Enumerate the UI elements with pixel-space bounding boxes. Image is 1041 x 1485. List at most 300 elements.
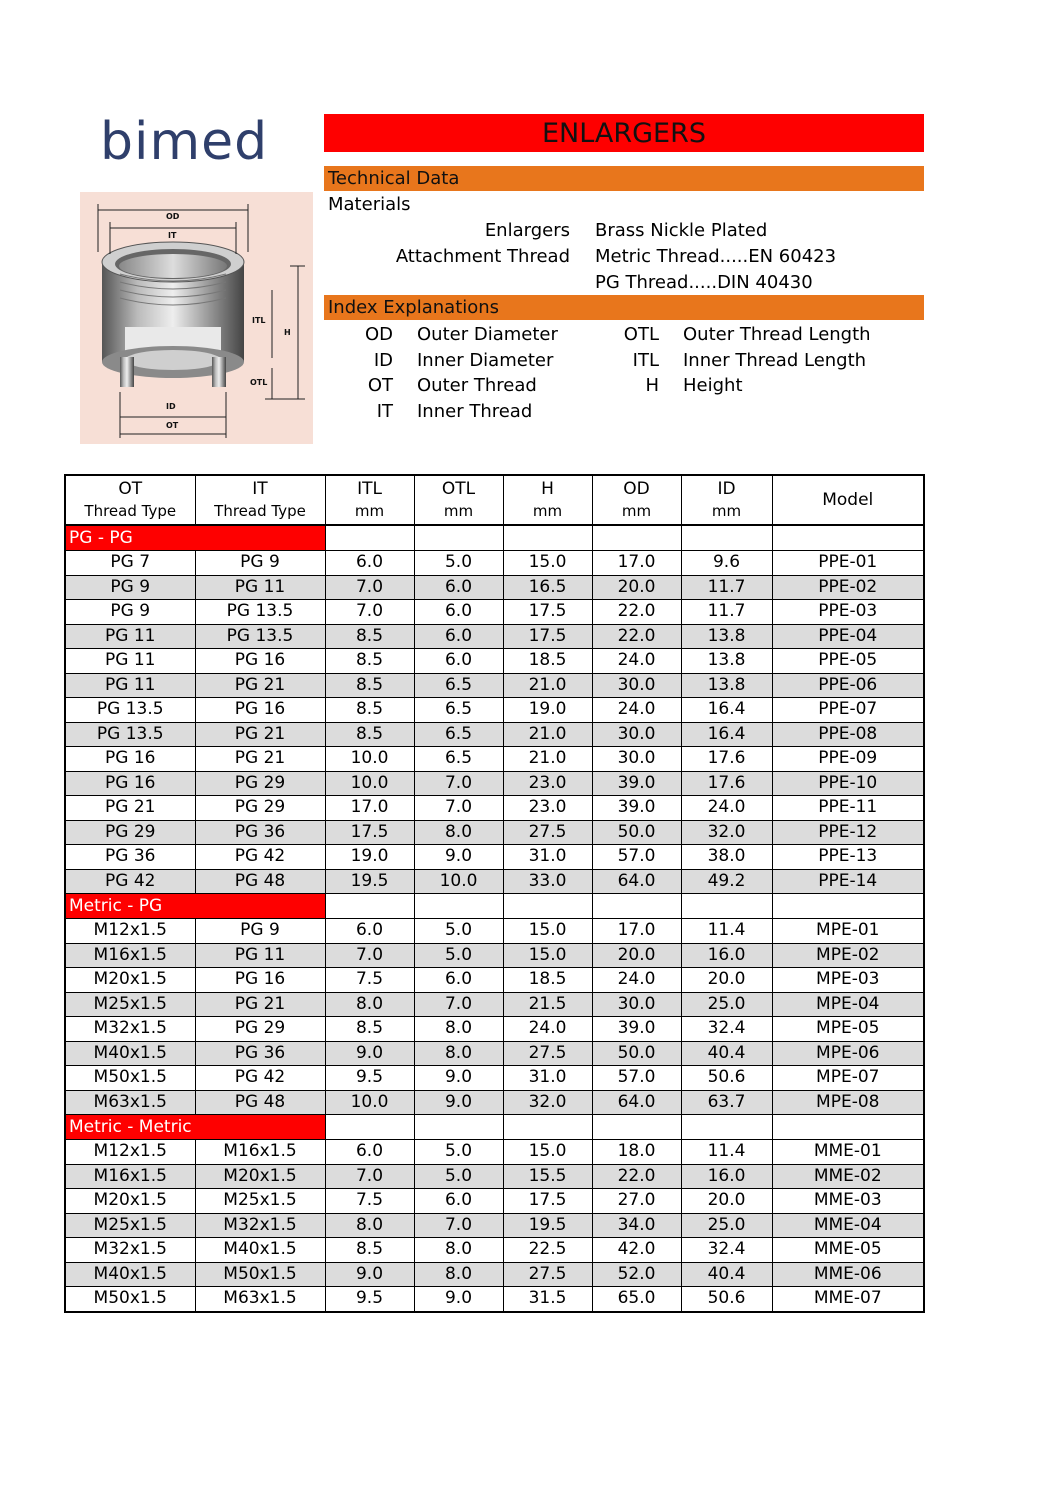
table-cell: 17.5 — [503, 624, 592, 649]
table-cell: 21.5 — [503, 992, 592, 1017]
column-header-label: ITL — [357, 479, 382, 499]
section-header-row — [65, 894, 924, 919]
index-code: ITL — [632, 350, 659, 371]
table-cell: PG 7 — [65, 551, 195, 576]
enlargers-spec-table — [64, 474, 925, 1313]
table-row — [65, 1213, 924, 1238]
table-cell: 27.5 — [503, 1262, 592, 1287]
empty-cell — [414, 525, 503, 551]
column-header-unit: Thread Type — [84, 502, 177, 520]
column-header — [772, 475, 924, 525]
column-header — [414, 475, 503, 525]
table-cell: M32x1.5 — [195, 1213, 325, 1238]
table-cell: MPE-07 — [772, 1066, 924, 1091]
table-cell: PG 21 — [195, 747, 325, 772]
table-row — [65, 1066, 924, 1091]
column-header — [681, 475, 772, 525]
table-cell: 15.0 — [503, 551, 592, 576]
table-cell: 5.0 — [414, 943, 503, 968]
table-cell: M16x1.5 — [65, 943, 195, 968]
table-row — [65, 673, 924, 698]
column-header-label: IT — [252, 479, 268, 499]
table-cell: 7.0 — [325, 600, 414, 625]
table-cell: PG 13.5 — [65, 698, 195, 723]
index-desc: Inner Thread — [417, 401, 533, 422]
table-cell: 31.0 — [503, 1066, 592, 1091]
table-cell: 49.2 — [681, 869, 772, 894]
table-cell: 13.8 — [681, 624, 772, 649]
table-cell: M40x1.5 — [195, 1238, 325, 1263]
table-cell: 6.0 — [414, 600, 503, 625]
table-cell: 27.5 — [503, 820, 592, 845]
table-row — [65, 820, 924, 845]
column-header-label: OT — [118, 479, 143, 499]
table-cell: PPE-03 — [772, 600, 924, 625]
table-cell: PG 48 — [195, 1090, 325, 1115]
empty-cell — [503, 894, 592, 919]
table-cell: 5.0 — [414, 919, 503, 944]
table-cell: 7.0 — [325, 1164, 414, 1189]
table-cell: M20x1.5 — [65, 1189, 195, 1214]
column-header — [65, 475, 195, 525]
table-cell: 25.0 — [681, 1213, 772, 1238]
table-cell: 24.0 — [503, 1017, 592, 1042]
table-cell: 22.5 — [503, 1238, 592, 1263]
table-cell: 16.5 — [503, 575, 592, 600]
material-row-label: Attachment Thread — [395, 246, 570, 267]
table-row — [65, 1041, 924, 1066]
table-cell: 17.0 — [592, 919, 681, 944]
table-cell: 15.5 — [503, 1164, 592, 1189]
table-cell: 6.0 — [325, 919, 414, 944]
table-cell: 39.0 — [592, 796, 681, 821]
table-cell: PG 42 — [195, 1066, 325, 1091]
id-label: ID — [166, 402, 176, 411]
table-cell: 27.0 — [592, 1189, 681, 1214]
table-cell: 65.0 — [592, 1287, 681, 1312]
empty-cell — [414, 1115, 503, 1140]
table-cell: 7.0 — [325, 943, 414, 968]
table-cell: 8.5 — [325, 698, 414, 723]
table-cell: 57.0 — [592, 845, 681, 870]
table-row — [65, 1140, 924, 1165]
table-cell: 20.0 — [681, 968, 772, 993]
index-explanations-heading: Index Explanations — [324, 295, 924, 320]
table-cell: 15.0 — [503, 1140, 592, 1165]
column-header — [503, 475, 592, 525]
table-row — [65, 575, 924, 600]
table-cell: M32x1.5 — [65, 1017, 195, 1042]
table-cell: 18.5 — [503, 649, 592, 674]
table-cell: M25x1.5 — [65, 992, 195, 1017]
table-cell: PG 21 — [195, 673, 325, 698]
table-cell: 21.0 — [503, 722, 592, 747]
table-cell: PPE-09 — [772, 747, 924, 772]
table-cell: PG 42 — [65, 869, 195, 894]
table-cell: PG 36 — [195, 1041, 325, 1066]
table-cell: PPE-11 — [772, 796, 924, 821]
empty-cell — [325, 1115, 414, 1140]
table-row — [65, 649, 924, 674]
od-label: OD — [166, 212, 180, 221]
empty-cell — [503, 525, 592, 551]
technical-data-heading: Technical Data — [324, 166, 924, 191]
table-cell: 19.5 — [325, 869, 414, 894]
empty-cell — [772, 894, 924, 919]
empty-cell — [681, 894, 772, 919]
table-row — [65, 747, 924, 772]
table-cell: 7.0 — [414, 796, 503, 821]
table-cell: PG 48 — [195, 869, 325, 894]
column-header-label: Model — [822, 490, 874, 510]
table-cell: 5.0 — [414, 1140, 503, 1165]
table-cell: PG 11 — [65, 624, 195, 649]
table-cell: 7.0 — [414, 1213, 503, 1238]
empty-cell — [414, 894, 503, 919]
table-cell: PPE-06 — [772, 673, 924, 698]
table-cell: MPE-01 — [772, 919, 924, 944]
table-cell: PG 29 — [195, 771, 325, 796]
table-cell: 8.5 — [325, 1017, 414, 1042]
table-cell: 7.5 — [325, 1189, 414, 1214]
table-cell: 15.0 — [503, 919, 592, 944]
table-cell: 15.0 — [503, 943, 592, 968]
section-label: PG - PG — [65, 525, 325, 551]
table-cell: 8.0 — [325, 992, 414, 1017]
table-cell: 40.4 — [681, 1262, 772, 1287]
table-cell: MME-01 — [772, 1140, 924, 1165]
table-cell: PG 13.5 — [195, 624, 325, 649]
table-cell: 6.0 — [325, 1140, 414, 1165]
table-cell: 50.6 — [681, 1287, 772, 1312]
table-cell: 9.0 — [414, 1287, 503, 1312]
table-cell: M20x1.5 — [195, 1164, 325, 1189]
table-cell: M40x1.5 — [65, 1262, 195, 1287]
table-cell: 18.5 — [503, 968, 592, 993]
table-cell: 30.0 — [592, 722, 681, 747]
table-cell: 25.0 — [681, 992, 772, 1017]
table-cell: 17.6 — [681, 747, 772, 772]
index-code: OD — [364, 324, 393, 345]
table-cell: 34.0 — [592, 1213, 681, 1238]
table-cell: 57.0 — [592, 1066, 681, 1091]
table-cell: 63.7 — [681, 1090, 772, 1115]
column-header-label: OTL — [441, 479, 476, 499]
table-cell: 9.0 — [325, 1041, 414, 1066]
material-row-value: Brass Nickle Plated — [595, 220, 768, 241]
column-header-label: H — [541, 479, 554, 499]
table-cell: 8.5 — [325, 649, 414, 674]
table-cell: PPE-01 — [772, 551, 924, 576]
table-cell: 30.0 — [592, 673, 681, 698]
table-cell: 5.0 — [414, 1164, 503, 1189]
materials-label: Materials — [328, 194, 411, 215]
column-header-unit: mm — [532, 502, 563, 520]
table-cell: 6.0 — [414, 624, 503, 649]
table-cell: 64.0 — [592, 869, 681, 894]
ot-label: OT — [166, 421, 179, 430]
table-cell: PG 29 — [65, 820, 195, 845]
table-cell: PG 16 — [65, 747, 195, 772]
table-cell: 6.0 — [414, 968, 503, 993]
table-cell: 16.0 — [681, 1164, 772, 1189]
table-cell: 23.0 — [503, 796, 592, 821]
column-header — [592, 475, 681, 525]
table-cell: 21.0 — [503, 673, 592, 698]
table-cell: 8.0 — [414, 1041, 503, 1066]
table-cell: PPE-04 — [772, 624, 924, 649]
table-cell: PG 16 — [195, 698, 325, 723]
table-cell: 9.6 — [681, 551, 772, 576]
table-cell: PG 21 — [65, 796, 195, 821]
table-cell: 30.0 — [592, 747, 681, 772]
empty-cell — [681, 1115, 772, 1140]
table-cell: 23.0 — [503, 771, 592, 796]
table-cell: 8.5 — [325, 673, 414, 698]
table-row — [65, 796, 924, 821]
table-cell: 8.5 — [325, 1238, 414, 1263]
column-header-unit: mm — [354, 502, 385, 520]
table-cell: PG 36 — [195, 820, 325, 845]
table-cell: 17.5 — [503, 600, 592, 625]
table-cell: PG 9 — [195, 919, 325, 944]
table-cell: 64.0 — [592, 1090, 681, 1115]
table-cell: MPE-02 — [772, 943, 924, 968]
table-cell: PG 29 — [195, 796, 325, 821]
table-header-row — [65, 475, 924, 525]
table-cell: PPE-14 — [772, 869, 924, 894]
table-cell: 11.4 — [681, 1140, 772, 1165]
table-cell: MPE-05 — [772, 1017, 924, 1042]
table-cell: 32.0 — [681, 820, 772, 845]
table-cell: 9.5 — [325, 1066, 414, 1091]
table-cell: 32.4 — [681, 1238, 772, 1263]
index-code: H — [645, 375, 659, 396]
table-cell: 6.0 — [325, 551, 414, 576]
empty-cell — [325, 525, 414, 551]
table-cell: PPE-13 — [772, 845, 924, 870]
index-code: OTL — [623, 324, 659, 345]
table-row — [65, 600, 924, 625]
table-cell: PPE-02 — [772, 575, 924, 600]
index-code: OT — [367, 375, 393, 396]
table-cell: PG 16 — [195, 649, 325, 674]
itl-label: ITL — [252, 316, 266, 325]
table-cell: 7.0 — [325, 575, 414, 600]
table-cell: 32.4 — [681, 1017, 772, 1042]
table-cell: M50x1.5 — [65, 1066, 195, 1091]
index-desc: Inner Diameter — [417, 350, 554, 371]
table-cell: 7.0 — [414, 771, 503, 796]
table-cell: 24.0 — [592, 698, 681, 723]
section-label: Metric - PG — [65, 894, 325, 919]
column-header — [325, 475, 414, 525]
empty-cell — [772, 1115, 924, 1140]
table-cell: PG 29 — [195, 1017, 325, 1042]
table-cell: 11.7 — [681, 575, 772, 600]
table-cell: 42.0 — [592, 1238, 681, 1263]
table-cell: 31.0 — [503, 845, 592, 870]
table-cell: M63x1.5 — [195, 1287, 325, 1312]
table-cell: 6.5 — [414, 673, 503, 698]
index-desc: Outer Thread Length — [683, 324, 871, 345]
table-cell: MME-02 — [772, 1164, 924, 1189]
table-cell: PG 11 — [195, 943, 325, 968]
table-cell: 13.8 — [681, 649, 772, 674]
table-cell: 16.0 — [681, 943, 772, 968]
page-title: ENLARGERS — [324, 114, 924, 152]
table-cell: 31.5 — [503, 1287, 592, 1312]
column-header — [195, 475, 325, 525]
column-header-unit: mm — [621, 502, 652, 520]
table-cell: MPE-03 — [772, 968, 924, 993]
table-row — [65, 968, 924, 993]
table-cell: MPE-06 — [772, 1041, 924, 1066]
material-row-value: Metric Thread.....EN 60423 — [595, 246, 837, 267]
column-header-label: ID — [717, 479, 736, 499]
table-cell: 9.0 — [414, 845, 503, 870]
table-cell: 11.7 — [681, 600, 772, 625]
table-cell: M16x1.5 — [65, 1164, 195, 1189]
table-row — [65, 943, 924, 968]
table-cell: 17.0 — [325, 796, 414, 821]
table-cell: PPE-07 — [772, 698, 924, 723]
column-header-unit: Thread Type — [214, 502, 306, 520]
table-cell: M12x1.5 — [65, 1140, 195, 1165]
table-cell: 40.4 — [681, 1041, 772, 1066]
table-cell: 6.0 — [414, 649, 503, 674]
index-desc: Inner Thread Length — [683, 350, 867, 371]
table-cell: 10.0 — [325, 747, 414, 772]
table-cell: 24.0 — [592, 968, 681, 993]
empty-cell — [503, 1115, 592, 1140]
table-cell: 6.5 — [414, 747, 503, 772]
enlarger-technical-drawing — [80, 192, 313, 444]
table-cell: 32.0 — [503, 1090, 592, 1115]
table-cell: M20x1.5 — [65, 968, 195, 993]
table-row — [65, 845, 924, 870]
table-cell: 17.0 — [592, 551, 681, 576]
table-cell: 17.5 — [325, 820, 414, 845]
empty-cell — [681, 525, 772, 551]
table-cell: 22.0 — [592, 624, 681, 649]
table-cell: PG 11 — [195, 575, 325, 600]
table-cell: 19.0 — [503, 698, 592, 723]
table-cell: 11.4 — [681, 919, 772, 944]
table-cell: MPE-08 — [772, 1090, 924, 1115]
table-cell: PG 36 — [65, 845, 195, 870]
otl-label: OTL — [250, 378, 268, 387]
column-header-unit: mm — [443, 502, 474, 520]
table-cell: 6.0 — [414, 575, 503, 600]
table-cell: PG 13.5 — [195, 600, 325, 625]
table-cell: PG 9 — [65, 575, 195, 600]
table-cell: 39.0 — [592, 771, 681, 796]
table-cell: M25x1.5 — [195, 1189, 325, 1214]
empty-cell — [592, 525, 681, 551]
table-cell: M25x1.5 — [65, 1213, 195, 1238]
table-cell: MME-05 — [772, 1238, 924, 1263]
table-cell: PG 9 — [65, 600, 195, 625]
table-cell: 9.5 — [325, 1287, 414, 1312]
table-row — [65, 771, 924, 796]
table-cell: 16.4 — [681, 698, 772, 723]
table-cell: 8.0 — [414, 1262, 503, 1287]
table-cell: 22.0 — [592, 600, 681, 625]
table-cell: 8.5 — [325, 624, 414, 649]
table-cell: 52.0 — [592, 1262, 681, 1287]
column-header-unit: mm — [711, 502, 742, 520]
table-row — [65, 698, 924, 723]
table-cell: MME-04 — [772, 1213, 924, 1238]
table-cell: 9.0 — [414, 1090, 503, 1115]
table-cell: MPE-04 — [772, 992, 924, 1017]
table-cell: 22.0 — [592, 1164, 681, 1189]
index-desc: Outer Thread — [417, 375, 537, 396]
table-cell: M63x1.5 — [65, 1090, 195, 1115]
table-cell: 50.0 — [592, 820, 681, 845]
index-code: IT — [376, 401, 393, 422]
table-cell: PPE-10 — [772, 771, 924, 796]
index-desc: Height — [683, 375, 743, 396]
table-row — [65, 1287, 924, 1312]
table-cell: M50x1.5 — [65, 1287, 195, 1312]
table-row — [65, 551, 924, 576]
table-cell: 24.0 — [681, 796, 772, 821]
table-row — [65, 992, 924, 1017]
table-cell: 17.6 — [681, 771, 772, 796]
table-cell: 20.0 — [592, 943, 681, 968]
table-cell: MME-06 — [772, 1262, 924, 1287]
table-cell: 6.5 — [414, 698, 503, 723]
table-cell: 38.0 — [681, 845, 772, 870]
empty-cell — [772, 525, 924, 551]
table-cell: 19.0 — [325, 845, 414, 870]
h-label: H — [284, 328, 291, 337]
table-cell: 9.0 — [414, 1066, 503, 1091]
column-header-label: OD — [623, 479, 650, 499]
table-row — [65, 1262, 924, 1287]
table-cell: PG 11 — [65, 649, 195, 674]
table-cell: 20.0 — [681, 1189, 772, 1214]
table-cell: 19.5 — [503, 1213, 592, 1238]
table-cell: PG 21 — [195, 992, 325, 1017]
table-cell: 10.0 — [325, 1090, 414, 1115]
table-cell: PG 16 — [65, 771, 195, 796]
table-cell: MME-03 — [772, 1189, 924, 1214]
table-row — [65, 624, 924, 649]
table-cell: 10.0 — [325, 771, 414, 796]
table-cell: 17.5 — [503, 1189, 592, 1214]
table-cell: PPE-08 — [772, 722, 924, 747]
table-cell: M40x1.5 — [65, 1041, 195, 1066]
table-cell: PG 9 — [195, 551, 325, 576]
empty-cell — [325, 894, 414, 919]
table-cell: 20.0 — [592, 575, 681, 600]
empty-cell — [592, 1115, 681, 1140]
empty-cell — [592, 894, 681, 919]
section-header-row — [65, 525, 924, 551]
it-label: IT — [168, 231, 177, 240]
table-cell: 21.0 — [503, 747, 592, 772]
table-cell: PG 16 — [195, 968, 325, 993]
table-cell: M32x1.5 — [65, 1238, 195, 1263]
section-header-row — [65, 1115, 924, 1140]
table-cell: 8.0 — [414, 1017, 503, 1042]
table-row — [65, 869, 924, 894]
table-cell: 13.8 — [681, 673, 772, 698]
table-cell: 39.0 — [592, 1017, 681, 1042]
